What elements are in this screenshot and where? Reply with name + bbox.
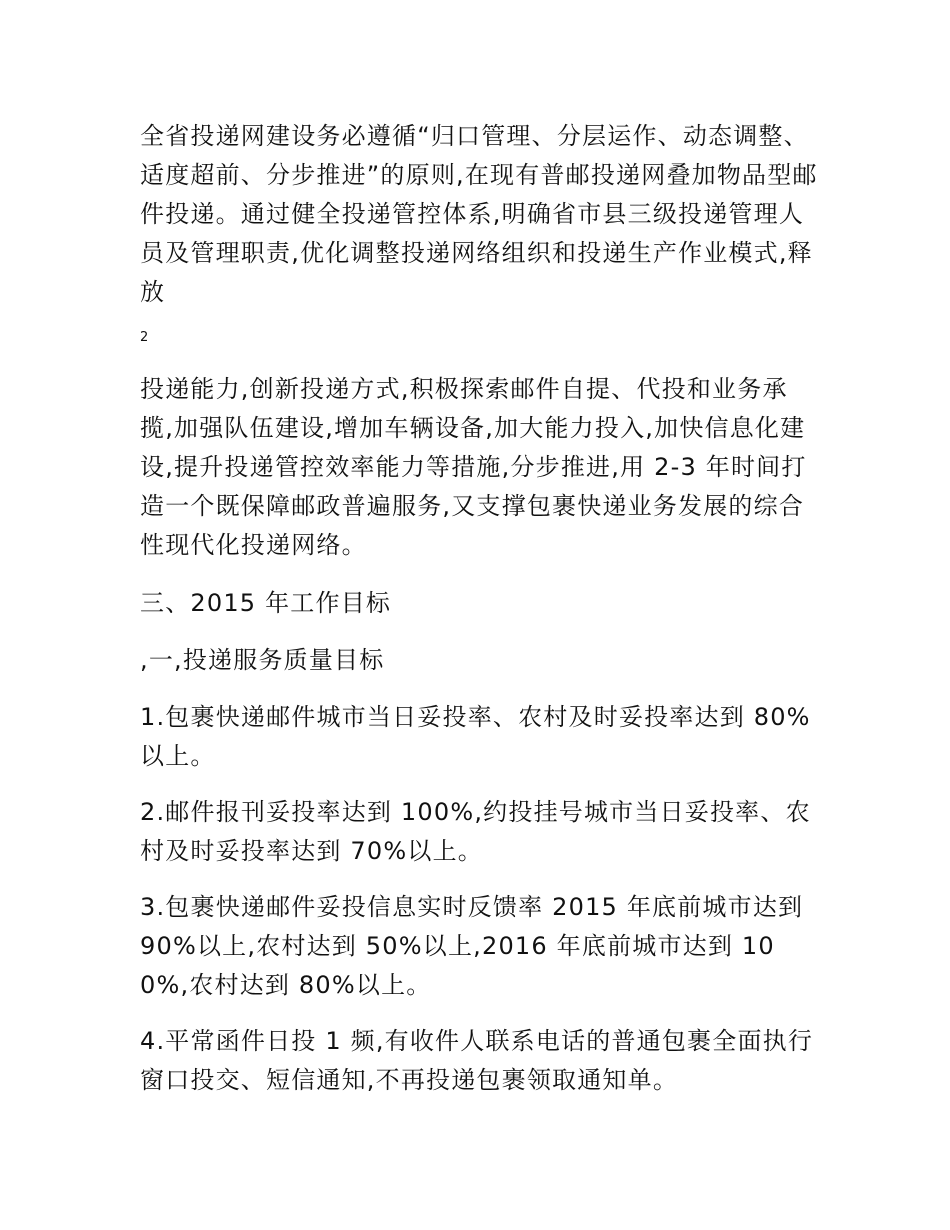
list-item-goal-4: 4.平常函件日投 1 频,有收件人联系电话的普通包裹全面执行窗口投交、短信通知,不再投递包裹领取通知单。 bbox=[140, 1027, 814, 1094]
paragraph-delivery-capacity: 投递能力,创新投递方式,积极探索邮件自提、代投和业务承揽,加强队伍建设,增加车辆设备,加大能力投入,加快信息化建设,提升投递管控效率能力等措施,分步推进,用 2-3 年时间打造一个既保障邮政普遍服务,又支撑包裹快递业务发展的综合性现代化投递网络。 bbox=[140, 375, 807, 559]
paragraph-delivery-network-principles: 全省投递网建设务必遵循“归口管理、分层运作、动态调整、适度超前、分步推进”的原则,在现有普邮投递网叠加物品型邮件投递。通过健全投递管控体系,明确省市县三级投递管理人员及管理职责,优化调整投递网络组织和投递生产作业模式,释放 bbox=[140, 122, 818, 306]
list-item-goal-1: 1.包裹快递邮件城市当日妥投率、农村及时妥投率达到 80%以上。 bbox=[140, 703, 811, 770]
subsection-heading-service-quality: ,一,投递服务质量目标 bbox=[140, 646, 385, 674]
list-item-goal-2: 2.邮件报刊妥投率达到 100%,约投挂号城市当日妥投率、农村及时妥投率达到 70%以上。 bbox=[140, 798, 811, 865]
page-number: 2 bbox=[140, 330, 149, 345]
section-heading-2015-goals: 三、2015 年工作目标 bbox=[140, 589, 392, 617]
list-item-goal-3: 3.包裹快递邮件妥投信息实时反馈率 2015 年底前城市达到 90%以上,农村达到 50%以上,2016 年底前城市达到 100%,农村达到 80%以上。 bbox=[140, 893, 804, 999]
